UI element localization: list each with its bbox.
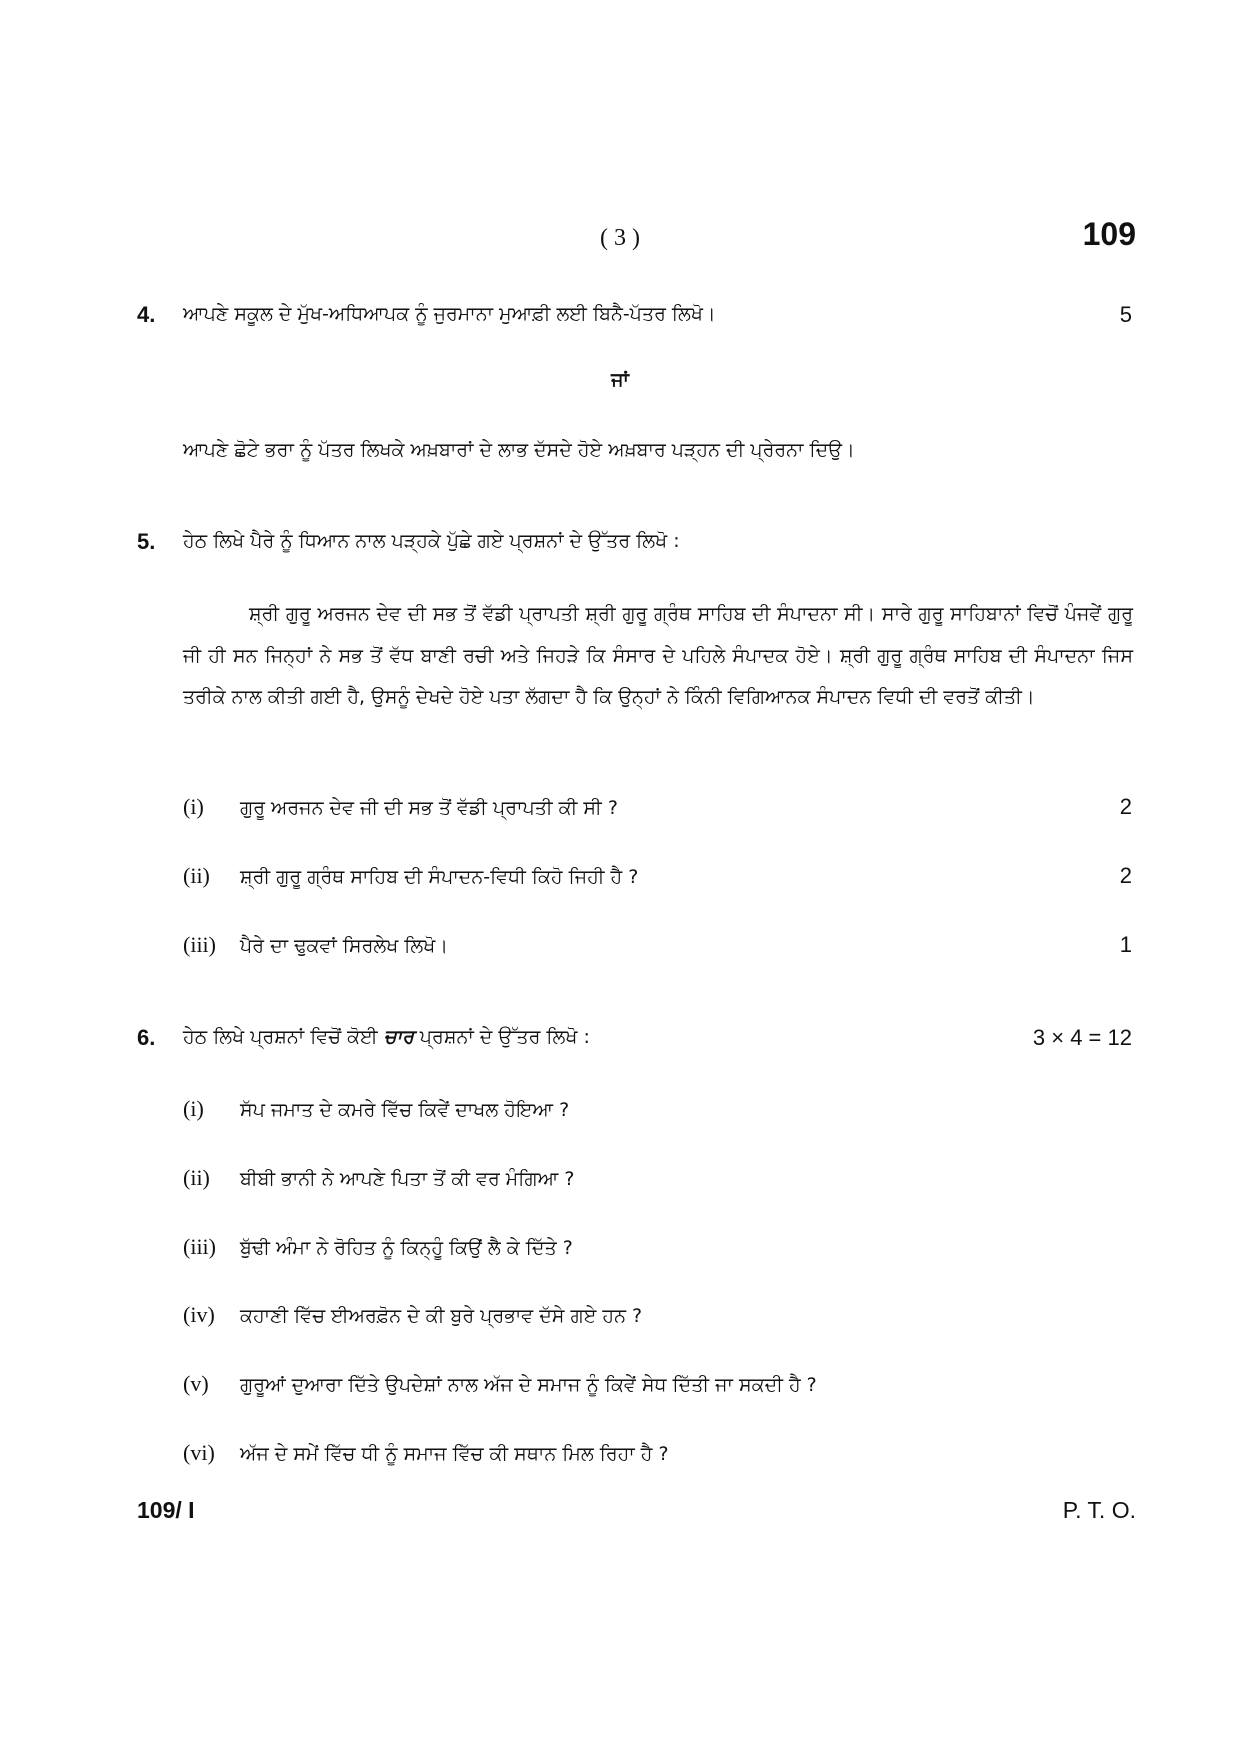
question-6-emphasis: ਚਾਰ — [383, 1026, 414, 1048]
or-separator: ਜਾਂ — [611, 369, 629, 391]
q5-sub-label: (ii) — [183, 863, 210, 888]
q5-sub-label: (iii) — [183, 932, 216, 957]
q6-sub-label: (i) — [183, 1096, 204, 1121]
q6-sub-text: ਬੀਬੀ ਭਾਨੀ ਨੇ ਆਪਣੇ ਪਿਤਾ ਤੋਂ ਕੀ ਵਰ ਮੰਗਿਆ ? — [240, 1168, 575, 1190]
question-6-text-after: ਪ੍ਰਸ਼ਨਾਂ ਦੇ ਉੱਤਰ ਲਿਖੋ : — [419, 1026, 590, 1048]
question-4-marks: 5 — [1119, 302, 1132, 327]
q6-sub-text: ਬੁੱਢੀ ਅੰਮਾ ਨੇ ਰੋਹਿਤ ਨੂੰ ਕਿਨ੍ਹੂੰ ਕਿਉਂ ਲੈ ਕੇ ਦਿੱਤੇ ? — [240, 1237, 573, 1259]
please-turn-over: P. T. O. — [1062, 1497, 1136, 1523]
q5-sub-label: (i) — [183, 794, 204, 819]
q6-sub-text: ਕਹਾਣੀ ਵਿੱਚ ਈਅਰਫ਼ੋਨ ਦੇ ਕੀ ਬੁਰੇ ਪ੍ਰਭਾਵ ਦੱਸੇ ਗਏ ਹਨ ? — [240, 1305, 643, 1327]
question-4-alternative: ਆਪਣੇ ਛੋਟੇ ਭਰਾ ਨੂੰ ਪੱਤਰ ਲਿਖਕੇ ਅਖ਼ਬਾਰਾਂ ਦੇ ਲਾਭ ਦੱਸਦੇ ਹੋਏ ਅਖ਼ਬਾਰ ਪੜ੍ਹਨ ਦੀ ਪ੍ਰੇਰਨਾ ਦਿਉ। — [183, 439, 855, 461]
q5-sub-text: ਪੈਰੇ ਦਾ ਢੁਕਵਾਂ ਸਿਰਲੇਖ ਲਿਖੋ। — [240, 935, 449, 957]
question-6-text — [183, 1025, 590, 1050]
q6-sub-label: (vi) — [183, 1440, 215, 1465]
question-5-number: 5. — [137, 529, 156, 554]
question-4-text: ਆਪਣੇ ਸਕੂਲ ਦੇ ਮੁੱਖ-ਅਧਿਆਪਕ ਨੂੰ ਜੁਰਮਾਨਾ ਮੁਆਫ਼ੀ ਲਈ ਬਿਨੈ-ਪੱਤਰ ਲਿਖੋ। — [183, 303, 716, 325]
q5-sub-marks: 1 — [1119, 932, 1132, 957]
question-6-number: 6. — [137, 1025, 156, 1050]
q6-sub-text: ਸੱਪ ਜਮਾਤ ਦੇ ਕਮਰੇ ਵਿੱਚ ਕਿਵੇਂ ਦਾਖਲ ਹੋਇਆ ? — [240, 1099, 570, 1121]
q6-sub-text: ਅੱਜ ਦੇ ਸਮੇਂ ਵਿੱਚ ਧੀ ਨੂੰ ਸਮਾਜ ਵਿੱਚ ਕੀ ਸਥਾਨ ਮਿਲ ਰਿਹਾ ਹੈ ? — [240, 1443, 669, 1465]
q6-sub-label: (ii) — [183, 1165, 210, 1190]
q6-sub-label: (iv) — [183, 1302, 215, 1327]
paper-code: 109 — [1082, 216, 1136, 252]
page-number: ( 3 ) — [600, 225, 640, 251]
footer-paper-code: 109/ I — [137, 1497, 195, 1523]
q6-sub-label: (iii) — [183, 1234, 216, 1259]
question-4-number: 4. — [137, 302, 156, 327]
question-6-marks: 3 × 4 = 12 — [1032, 1025, 1132, 1050]
q6-sub-text: ਗੁਰੂਆਂ ਦੁਆਰਾ ਦਿੱਤੇ ਉਪਦੇਸ਼ਾਂ ਨਾਲ ਅੱਜ ਦੇ ਸਮਾਜ ਨੂੰ ਕਿਵੇਂ ਸੇਧ ਦਿੱਤੀ ਜਾ ਸਕਦੀ ਹੈ ? — [240, 1374, 817, 1396]
comprehension-passage: ਸ਼੍ਰੀ ਗੁਰੂ ਅਰਜਨ ਦੇਵ ਦੀ ਸਭ ਤੋਂ ਵੱਡੀ ਪ੍ਰਾਪਤੀ ਸ਼੍ਰੀ ਗੁਰੂ ਗ੍ਰੰਥ ਸਾਹਿਬ ਦੀ ਸੰਪਾਦਨਾ ਸੀ। ਸਾਰੇ ਗੁਰੂ ਸਾਹਿਬਾਨਾਂ ਵਿਚੋਂ ਪੰਜਵੇਂ ਗੁਰੂ ਜੀ ਹੀ ਸਨ ਜਿਨ੍ਹਾਂ ਨੇ ਸਭ ਤੋਂ ਵੱਧ ਬਾਣੀ ਰਚੀ ਅਤੇ ਜਿਹੜੇ ਕਿ ਸੰਸਾਰ ਦੇ ਪਹਿਲੇ ਸੰਪਾਦਕ ਹੋਏ। ਸ਼੍ਰੀ ਗੁਰੂ ਗ੍ਰੰਥ ਸਾਹਿਬ ਦੀ ਸੰਪਾਦਨਾ ਜਿਸ ਤਰੀਕੇ ਨਾਲ ਕੀਤੀ ਗਈ ਹੈ, ਉਸਨੂੰ ਦੇਖਦੇ ਹੋਏ ਪਤਾ ਲੱਗਦਾ ਹੈ ਕਿ ਉਨ੍ਹਾਂ ਨੇ ਕਿੰਨੀ ਵਿਗਿਆਨਕ ਸੰਪਾਦਨ ਵਿਧੀ ਦੀ ਵਰਤੋਂ ਕੀਤੀ। — [183, 603, 1133, 708]
q5-sub-marks: 2 — [1119, 863, 1132, 888]
question-6-text-before: ਹੇਠ ਲਿਖੇ ਪ੍ਰਸ਼ਨਾਂ ਵਿਚੋਂ ਕੋਈ — [183, 1026, 378, 1048]
q5-sub-text: ਸ਼੍ਰੀ ਗੁਰੂ ਗ੍ਰੰਥ ਸਾਹਿਬ ਦੀ ਸੰਪਾਦਨ-ਵਿਧੀ ਕਿਹੋ ਜਿਹੀ ਹੈ ? — [240, 866, 639, 888]
q5-sub-marks: 2 — [1119, 794, 1132, 819]
q6-sub-label: (v) — [183, 1371, 209, 1396]
question-5-text: ਹੇਠ ਲਿਖੇ ਪੈਰੇ ਨੂੰ ਧਿਆਨ ਨਾਲ ਪੜ੍ਹਕੇ ਪੁੱਛੇ ਗਏ ਪ੍ਰਸ਼ਨਾਂ ਦੇ ਉੱਤਰ ਲਿਖੋ : — [183, 530, 680, 552]
q5-sub-text: ਗੁਰੂ ਅਰਜਨ ਦੇਵ ਜੀ ਦੀ ਸਭ ਤੋਂ ਵੱਡੀ ਪ੍ਰਾਪਤੀ ਕੀ ਸੀ ? — [240, 797, 618, 819]
